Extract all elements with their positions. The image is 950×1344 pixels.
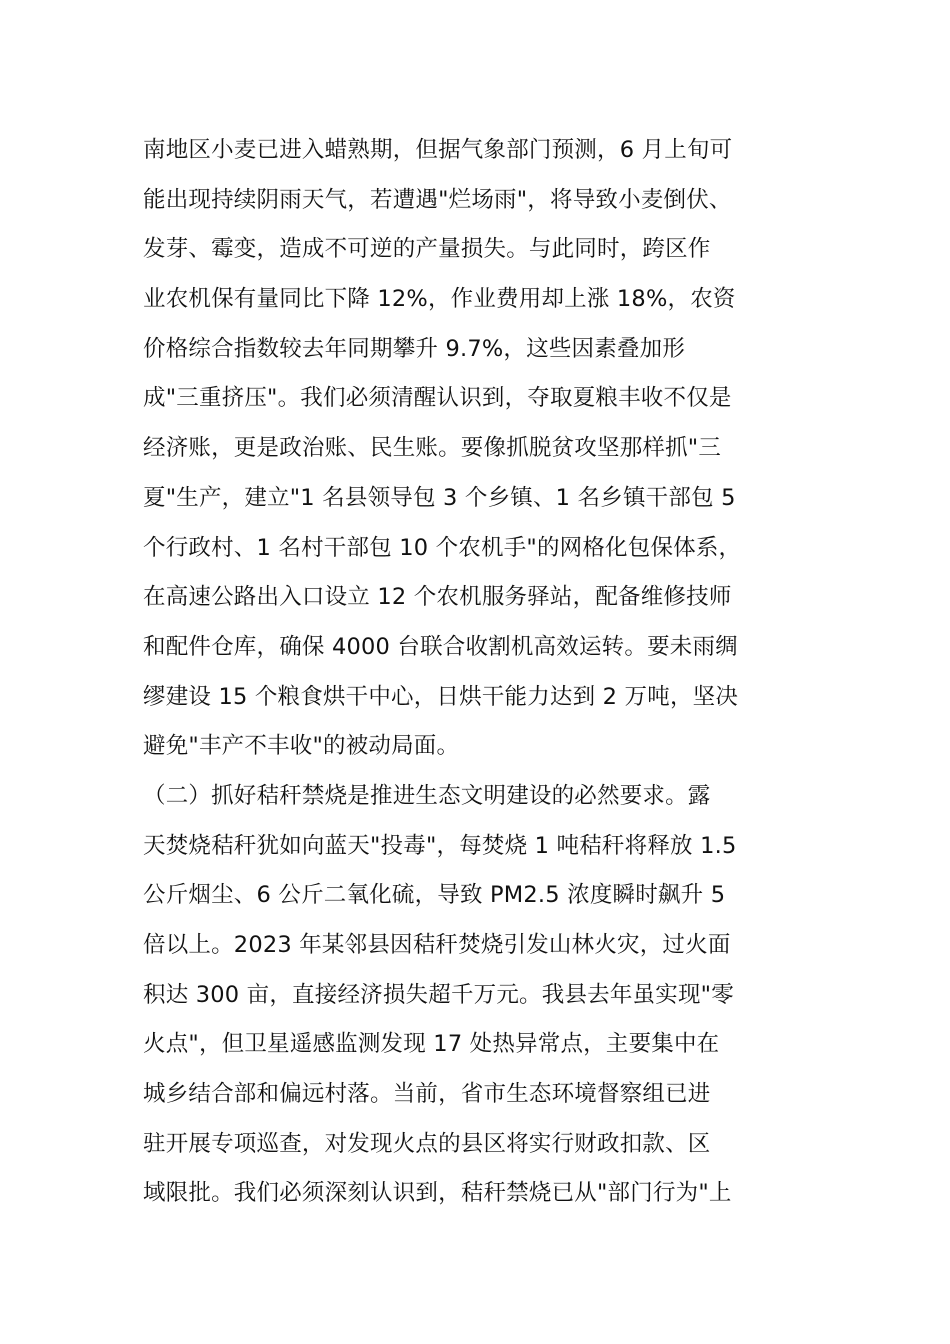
text-line: 域限批。我们必须深刻认识到，秸秆禁烧已从"部门行为"上 xyxy=(143,1180,732,1207)
text-line: 发芽、霉变，造成不可逆的产量损失。与此同时，跨区作 xyxy=(143,236,711,263)
text-line: 驻开展专项巡查，对发现火点的县区将实行财政扣款、区 xyxy=(143,1130,711,1157)
text-line: 夏"生产，建立"1 名县领导包 3 个乡镇、1 名乡镇干部包 5 xyxy=(143,484,736,511)
text-line: 和配件仓库，确保 4000 台联合收割机高效运转。要未雨绸 xyxy=(143,633,738,660)
text-line: 城乡结合部和偏远村落。当前，省市生态环境督察组已进 xyxy=(143,1081,711,1108)
text-line: 能出现持续阴雨天气，若遭遇"烂场雨"，将导致小麦倒伏、 xyxy=(143,186,732,213)
text-line: 经济账，更是政治账、民生账。要像抓脱贫攻坚那样抓"三 xyxy=(143,435,722,462)
text-line: 火点"，但卫星遥感监测发现 17 处热异常点，主要集中在 xyxy=(143,1031,720,1058)
text-line: 积达 300 亩，直接经济损失超千万元。我县去年虽实现"零 xyxy=(143,981,734,1008)
text-line: 公斤烟尘、6 公斤二氧化硫，导致 PM2.5 浓度瞬时飙升 5 xyxy=(143,882,726,909)
text-line: 个行政村、1 名村干部包 10 个农机手"的网格化包保体系， xyxy=(143,534,742,561)
text-line: 避免"丰产不丰收"的被动局面。 xyxy=(143,733,460,760)
text-line: 业农机保有量同比下降 12%，作业费用却上涨 18%，农资 xyxy=(143,286,736,313)
text-line: 价格综合指数较去年同期攀升 9.7%，这些因素叠加形 xyxy=(143,335,686,362)
text-line: 成"三重挤压"。我们必须清醒认识到，夺取夏粮丰收不仅是 xyxy=(143,385,732,412)
body-text xyxy=(143,126,843,1219)
text-line: 缪建设 15 个粮食烘干中心，日烘干能力达到 2 万吨，坚决 xyxy=(143,683,739,710)
section-heading-line: （二）抓好秸秆禁烧是推进生态文明建设的必然要求。露 xyxy=(143,782,711,809)
text-line: 在高速公路出入口设立 12 个农机服务驿站，配备维修技师 xyxy=(143,584,732,611)
text-line: 南地区小麦已进入蜡熟期，但据气象部门预测，6 月上旬可 xyxy=(143,137,733,163)
text-line: 天焚烧秸秆犹如向蓝天"投毒"，每焚烧 1 吨秸秆将释放 1.5 xyxy=(143,832,737,859)
text-line: 倍以上。2023 年某邻县因秸秆焚烧引发山林火灾，过火面 xyxy=(143,932,731,958)
